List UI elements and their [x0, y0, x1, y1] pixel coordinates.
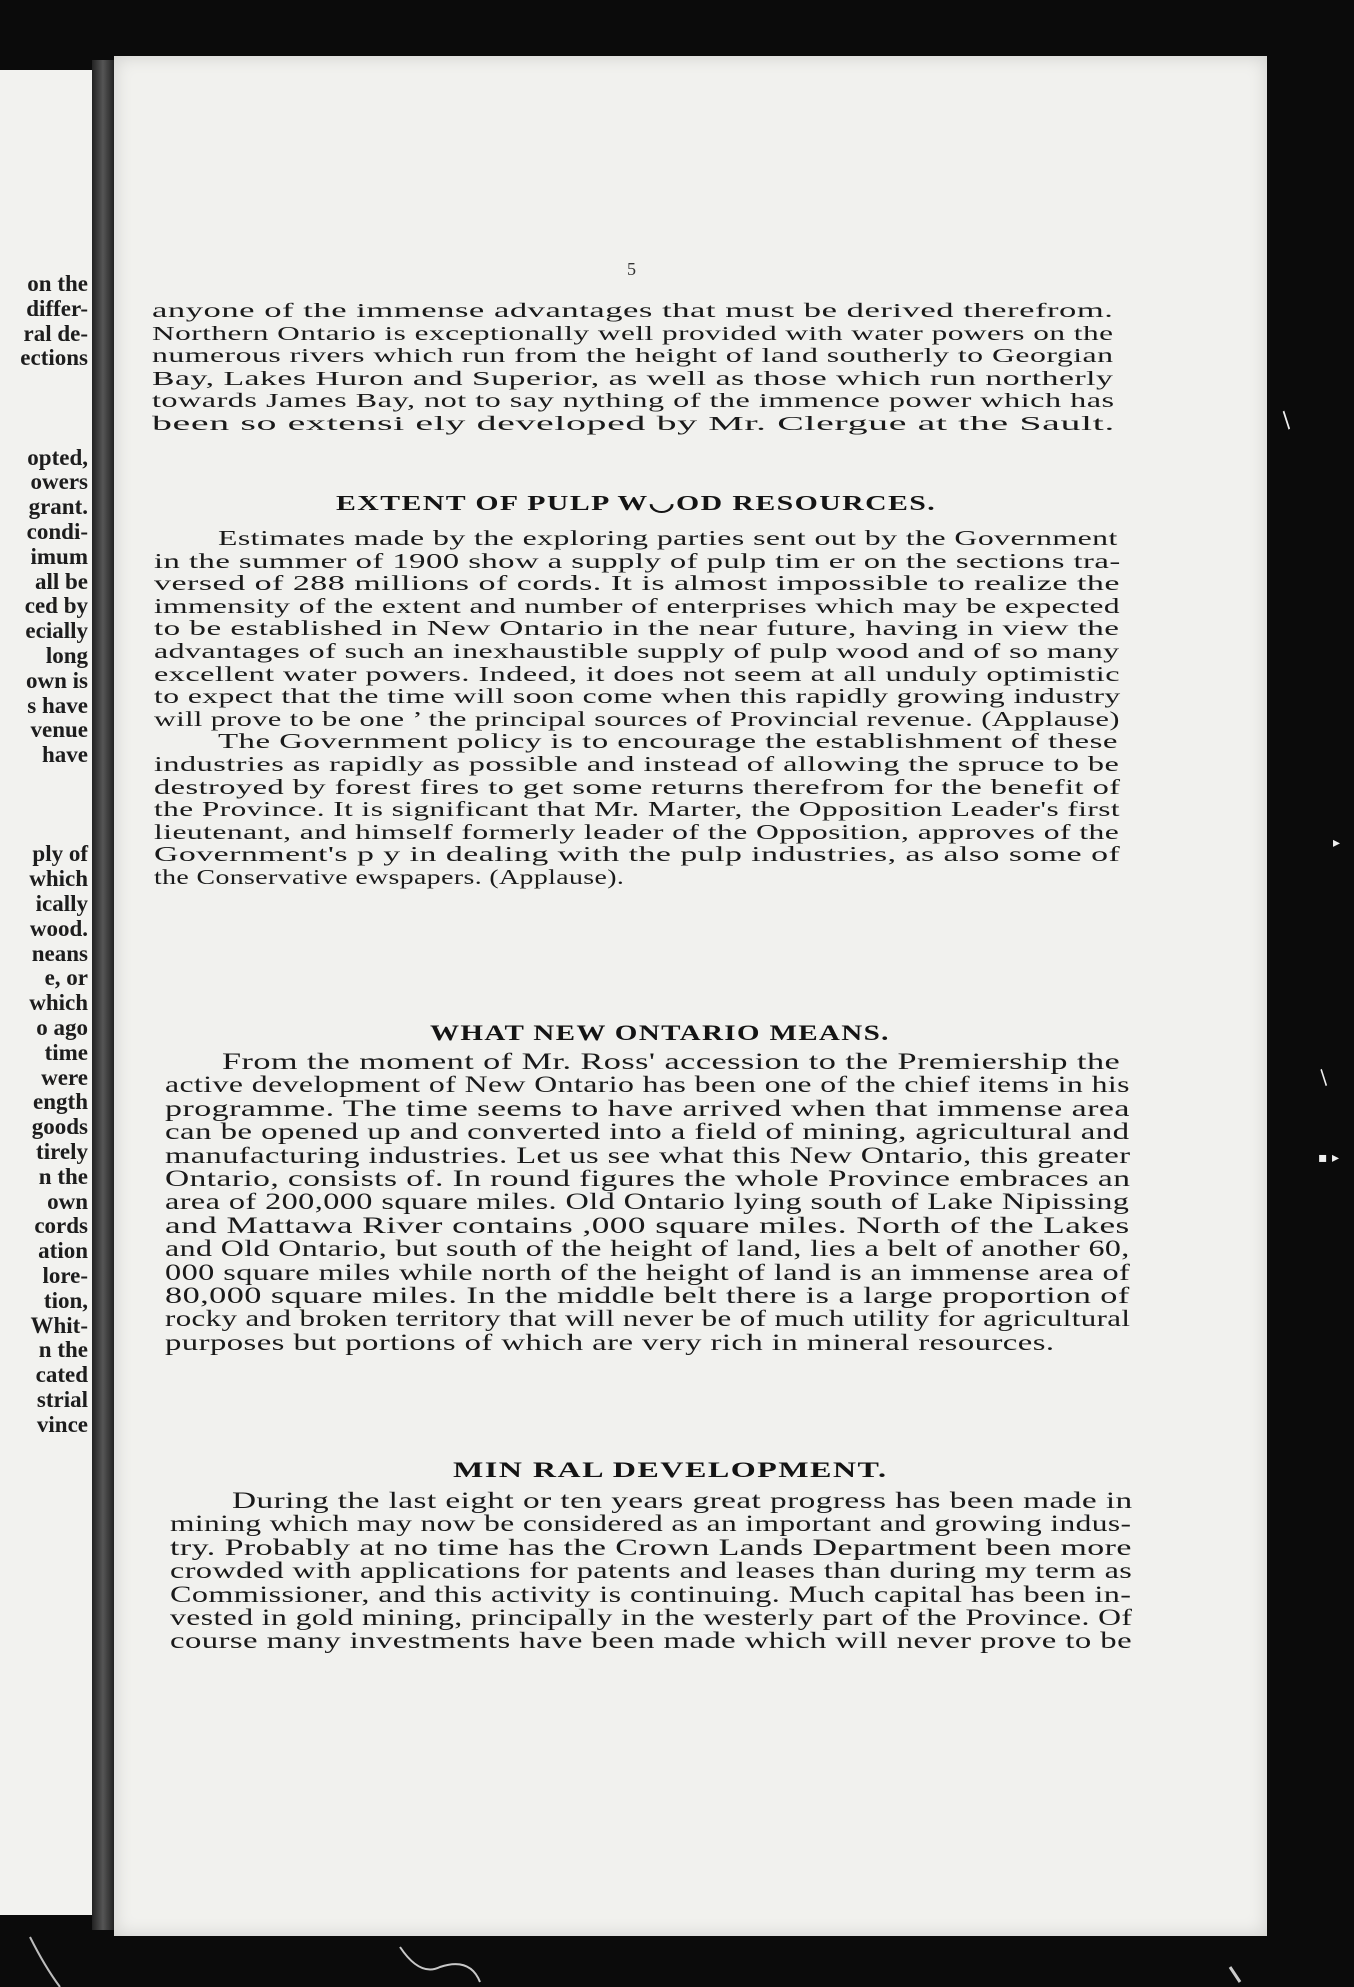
left-fragment-line: Whit-	[30, 1312, 88, 1338]
left-fragment-line: tion,	[43, 1287, 88, 1313]
left-fragment-line: o ago	[36, 1015, 88, 1040]
body-text-line: and Old Ontario, but south of the height of land, lies a belt of another 60,	[165, 1236, 1130, 1262]
body-text-line: mining which may now be considered as an important and growing indus-	[170, 1511, 1132, 1537]
left-fragment-line: cated	[35, 1362, 88, 1388]
left-fragment-line: venue	[30, 717, 88, 743]
body-text-line: lieutenant, and himself formerly leader of the Opposition, approves of the	[154, 819, 1120, 844]
left-fragment-line: opted,	[27, 444, 88, 470]
margin-mark: /	[1276, 408, 1297, 433]
body-text-line: versed of 288 millions of cords. It is almost impossible to realize the	[154, 571, 1120, 596]
body-text-line: can be opened up and converted into a field of mining, agricultural and	[165, 1119, 1130, 1145]
margin-mark: ▪ ▸	[1318, 1150, 1339, 1166]
body-text-line: excellent water powers. Indeed, it does not seem at all unduly optimistic	[154, 661, 1120, 686]
section-heading: WHAT NEW ONTARIO MEANS.	[430, 1020, 890, 1045]
body-text-line: crowded with applications for patents and leases than during my term as	[170, 1558, 1133, 1584]
left-fragment-line: n the	[38, 1337, 88, 1363]
margin-mark: ▸	[1333, 835, 1341, 851]
left-fragment-line: on the	[27, 271, 88, 296]
left-fragment-line: neans	[31, 940, 88, 966]
left-fragment-line: lore-	[42, 1263, 88, 1288]
left-page-fragment	[0, 70, 92, 1915]
left-fragment-line: own	[47, 1188, 88, 1214]
body-text-line: rocky and broken territory that will never be of much utility for agricultural	[165, 1306, 1131, 1332]
left-fragment-line: condi-	[26, 519, 88, 544]
left-fragment-line: owers	[30, 469, 88, 495]
body-text-line: Bay, Lakes Huron and Superior, as well as those which run northerly	[152, 367, 1114, 390]
body-text-line: been so extensi ely developed by Mr. Clergue at the Sault.	[152, 412, 1115, 435]
body-text-line: immensity of the extent and number of enterprises which may be expected	[154, 593, 1121, 618]
body-text-line: The Government policy is to encourage the establishment of these	[218, 729, 1118, 754]
left-fragment-line: imum	[30, 543, 88, 569]
body-text-line: active development of New Ontario has been one of the chief items in his	[165, 1072, 1130, 1098]
page-gutter	[92, 60, 114, 1930]
body-text-line: in the summer of 1900 show a supply of pulp tim er on the sections tra-	[154, 548, 1121, 573]
left-fragment-line: ation	[38, 1238, 88, 1264]
left-fragment-line: n the	[38, 1163, 88, 1189]
body-text-line: purposes but portions of which are very rich in mineral resources.	[165, 1329, 1055, 1355]
section-heading: EXTENT OF PULP W◡OD RESOURCES.	[336, 491, 937, 515]
left-fragment-line: which	[29, 990, 88, 1016]
margin-mark: /	[1313, 1065, 1334, 1089]
left-fragment-line: strial	[36, 1387, 88, 1412]
left-fragment-line: goods	[31, 1114, 88, 1140]
left-fragment-line: ced by	[24, 593, 88, 619]
body-text-line: Government's p y in dealing with the pulp industries, as also some of	[154, 842, 1121, 867]
left-fragment-line: ply of	[32, 841, 88, 867]
body-text-line: Estimates made by the exploring parties sent out by the Government	[218, 526, 1118, 550]
body-text-line: Northern Ontario is exceptionally well provided with water powers on the	[152, 322, 1114, 345]
body-text-line: 000 square miles while north of the height of land is an immense area of	[165, 1259, 1131, 1285]
left-fragment-line: e, or	[44, 965, 88, 991]
page-number: 5	[627, 259, 636, 279]
left-fragment-line: ength	[33, 1089, 88, 1115]
body-text-line: Ontario, consists of. In round figures the whole Province embraces an	[165, 1166, 1131, 1191]
section-heading: MIN RAL DEVELOPMENT.	[453, 1457, 888, 1482]
body-text-line: During the last eight or ten years great progress has been made in	[232, 1488, 1133, 1513]
left-fragment-line: differ-	[26, 295, 88, 321]
left-fragment-line: ically	[35, 891, 88, 916]
body-text-line: try. Probably at no time has the Crown Lands Department been more	[170, 1534, 1132, 1560]
body-text-line: area of 200,000 square miles. Old Ontario lying south of Lake Nipissing	[165, 1189, 1130, 1215]
body-text-line: numerous rivers which run from the height of land southerly to Georgian	[152, 345, 1114, 367]
left-fragment-line: own is	[26, 667, 88, 693]
body-text-line: anyone of the immense advantages that must be derived therefrom.	[152, 300, 1114, 322]
body-text-line: vested in gold mining, principally in the westerly part of the Province. Of	[170, 1605, 1133, 1630]
body-text-line: programme. The time seems to have arrived when that immense area	[165, 1095, 1130, 1121]
left-fragment-line: were	[41, 1064, 88, 1090]
body-text-line: From the moment of Mr. Ross' accession to the Premiership the	[222, 1049, 1121, 1074]
body-text-line: 80,000 square miles. In the middle belt there is a large proportion of	[165, 1283, 1130, 1308]
left-fragment-line: s have	[27, 692, 88, 718]
left-fragment-line: time	[44, 1039, 88, 1065]
left-fragment-line: tirely	[36, 1139, 88, 1164]
body-text-line: the Province. It is significant that Mr. Marter, the Opposition Leader's first	[154, 797, 1121, 822]
left-fragment-line: ections	[20, 345, 88, 371]
body-text-line: advantages of such an inexhaustible supply of pulp wood and of so many	[154, 639, 1120, 663]
bottom-scribble	[0, 1927, 1354, 1987]
left-fragment-line: all be	[34, 568, 88, 594]
body-text-line: to be established in New Ontario in the near future, having in view the	[154, 616, 1120, 641]
body-text-line: the Conservative ewspapers. (Applause).	[154, 865, 625, 889]
left-fragment-line: grant.	[28, 494, 88, 520]
left-fragment-line: long	[45, 643, 88, 668]
left-fragment-line: ral de-	[23, 320, 88, 346]
body-text-line: manufacturing industries. Let us see what this New Ontario, this greater	[165, 1142, 1131, 1168]
left-fragment-line: wood.	[29, 915, 88, 941]
body-text-line: course many investments have been made which will never prove to be	[170, 1628, 1133, 1654]
body-text-line: industries as rapidly as possible and instead of allowing the spruce to be	[154, 752, 1120, 776]
body-text-line: and Mattawa River contains ,000 square miles. North of the Lakes	[165, 1212, 1130, 1238]
left-fragment-line: vince	[36, 1411, 88, 1437]
left-fragment-line: have	[42, 742, 88, 768]
left-fragment-line: which	[29, 866, 88, 892]
body-text-line: destroyed by forest fires to get some returns therefrom for the benefit of	[154, 774, 1121, 799]
body-text-line: to expect that the time will soon come when this rapidly growing industry	[154, 684, 1121, 709]
left-fragment-line: ecially	[25, 618, 88, 644]
left-fragment-line: cords	[34, 1213, 88, 1239]
body-text-line: towards James Bay, not to say nything of the immence power which has	[152, 390, 1115, 412]
body-text-line: Commissioner, and this activity is continuing. Much capital has been in-	[170, 1581, 1132, 1607]
body-text-line: will prove to be one ’ the principal sources of Provincial revenue. (Applause)	[154, 706, 1120, 731]
